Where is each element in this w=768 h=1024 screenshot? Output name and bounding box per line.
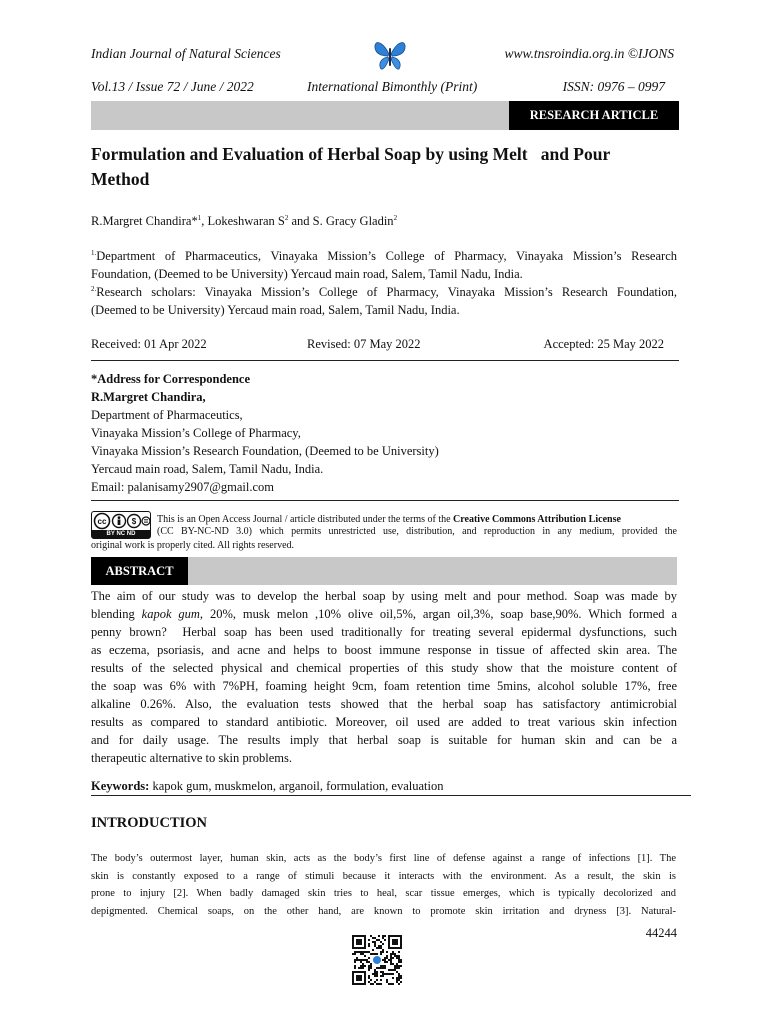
correspondence-heading: *Address for Correspondence	[91, 372, 251, 386]
butterfly-logo-icon	[372, 38, 408, 72]
cc-logo-text: BY NC ND	[92, 530, 150, 538]
svg-text:cc: cc	[97, 517, 107, 527]
journal-website: www.tnsroindia.org.in ©IJONS	[504, 46, 674, 61]
correspondence-divider	[91, 500, 679, 501]
abstract-line: The aim of our study was to develop the herbal soap by using melt and pour method. Soap was made by	[91, 589, 677, 603]
introduction-heading: INTRODUCTION	[91, 815, 208, 831]
qr-code-icon	[352, 935, 402, 985]
correspondence-name: R.Margret Chandira,	[91, 390, 206, 404]
title-line-2: Method	[91, 169, 150, 189]
author-list	[91, 214, 397, 229]
dates-divider	[91, 360, 679, 361]
volume-issue: Vol.13 / Issue 72 / June / 2022	[91, 79, 254, 94]
journal-name: Indian Journal of Natural Sciences	[91, 46, 281, 61]
correspondence-block	[91, 370, 439, 496]
author-3: and S. Gracy Gladin	[288, 214, 394, 228]
article-type-badge: RESEARCH ARTICLE	[509, 101, 679, 130]
issn: ISSN: 0976 – 0997	[562, 79, 665, 94]
abstract-line: and for daily usage. The results imply that herbal soap is suitable for human skin and can be a	[91, 733, 677, 747]
affiliation-2-line-2: (Deemed to be University) Yercaud main road, Salem, Tamil Nadu, India.	[91, 303, 460, 317]
abstract-line: therapeutic alternative to skin problems.	[91, 751, 292, 765]
keywords-list: kapok gum, muskmelon, arganoil, formulation, evaluation	[149, 779, 444, 793]
abstract-label: ABSTRACT	[91, 557, 188, 585]
correspondence-line: Vinayaka Mission’s College of Pharmacy,	[91, 426, 301, 440]
author-2-affiliation: 2	[284, 213, 289, 222]
affiliation-1	[91, 247, 677, 283]
introduction-line: skin is constantly exposed to a range of stimuli because it interacts with the environment. As a result, the skin is	[91, 870, 676, 882]
abstract-line: the soap was 6% with 7%PH, foaming height 9cm, foam retention time 5mins, alcohol soluble 17%, free	[91, 679, 677, 693]
correspondence-line: Department of Pharmaceutics,	[91, 408, 243, 422]
received-date: Received: 01 Apr 2022	[91, 337, 207, 351]
introduction-line: depigmented. Chemical soaps, on the other hand, are known to promote skin irritation and dryness [3]. Natural-	[91, 905, 676, 917]
license-line-3: original work is properly cited. All rights reserved.	[91, 540, 295, 551]
affiliation-2-line-1: Research scholars: Vinayaka Mission’s College of Pharmacy, Vinayaka Mission’s Research Foundation,	[96, 285, 677, 299]
title-line-1: Formulation and Evaluation of Herbal Soap by using Melt and Pour	[91, 144, 611, 164]
abstract-line: as eczema, psoriasis, and acne and helps to boost immune response in tissue of affected skin area. The	[91, 643, 677, 657]
publication-frequency: International Bimonthly (Print)	[307, 79, 478, 94]
introduction-text	[91, 850, 676, 920]
abstract-line: penny brown? Herbal soap has been used traditionally for treating several epidermal dysfunctions, such	[91, 625, 677, 639]
keywords-divider	[91, 795, 691, 796]
license-line-1: This is an Open Access Journal / article distributed under the terms of the	[157, 514, 454, 525]
introduction-line: The body’s outermost layer, human skin, acts as the body’s first line of defense against a range of infections [1]. The	[91, 853, 676, 864]
svg-text:$: $	[131, 517, 137, 526]
abstract-text-segment: 20%, musk melon ,10% olive oil,5%, argan oil,3%, soap base,90%. Which formed a	[203, 607, 677, 621]
abstract-italic-term: kapok gum,	[141, 607, 204, 621]
keywords	[91, 779, 444, 794]
abstract-line: results of the selected physical and chemical properties of this study show that the moisture content of	[91, 661, 677, 675]
abstract-text	[91, 587, 677, 767]
abstract-line: alkaline 0.26%. Also, the evaluation tests showed that the herbal soap has satisfactory antimicrobial	[91, 697, 677, 711]
affiliation-1-line-2: Foundation, (Deemed to be University) Yercaud main road, Salem, Tamil Nadu, India.	[91, 267, 523, 281]
accepted-date: Accepted: 25 May 2022	[543, 337, 664, 351]
page-number: 44244	[645, 926, 677, 940]
keywords-label: Keywords:	[91, 779, 150, 793]
license-line-2: (CC BY-NC-ND 3.0) which permits unrestricted use, distribution, and reproduction in any medium, provided the	[157, 526, 677, 537]
affiliation-2-mark: 2.	[91, 284, 97, 293]
correspondence-line: Vinayaka Mission’s Research Foundation, (Deemed to be University)	[91, 444, 439, 458]
abstract-line: results as compared to standard antibiotic. Moreover, oil used are added to treat various skin infection	[91, 715, 677, 729]
abstract-line	[91, 605, 677, 623]
author-1-affiliation: 1	[197, 213, 202, 222]
affiliation-1-line-1: Department of Pharmaceutics, Vinayaka Mission’s College of Pharmacy, Vinayaka Mission’s Research	[96, 249, 677, 263]
affiliation-2	[91, 283, 677, 319]
article-title	[91, 142, 691, 192]
author-1: R.Margret Chandira*	[91, 214, 198, 228]
affiliation-1-mark: 1.	[91, 248, 97, 257]
cc-license-logo-icon	[91, 511, 151, 539]
introduction-line: prone to injury [2]. When badly damaged skin tries to heal, scar tissue emerges, which is typically decolorized and	[91, 888, 676, 899]
license-name: Creative Commons Attribution License	[453, 514, 621, 525]
author-2: , Lokeshwaran S	[201, 214, 285, 228]
correspondence-line: Yercaud main road, Salem, Tamil Nadu, India.	[91, 462, 324, 476]
correspondence-email: Email: palanisamy2907@gmail.com	[91, 480, 275, 494]
author-3-affiliation: 2	[393, 213, 398, 222]
abstract-text-segment: blending	[91, 607, 142, 621]
revised-date: Revised: 07 May 2022	[307, 337, 421, 351]
